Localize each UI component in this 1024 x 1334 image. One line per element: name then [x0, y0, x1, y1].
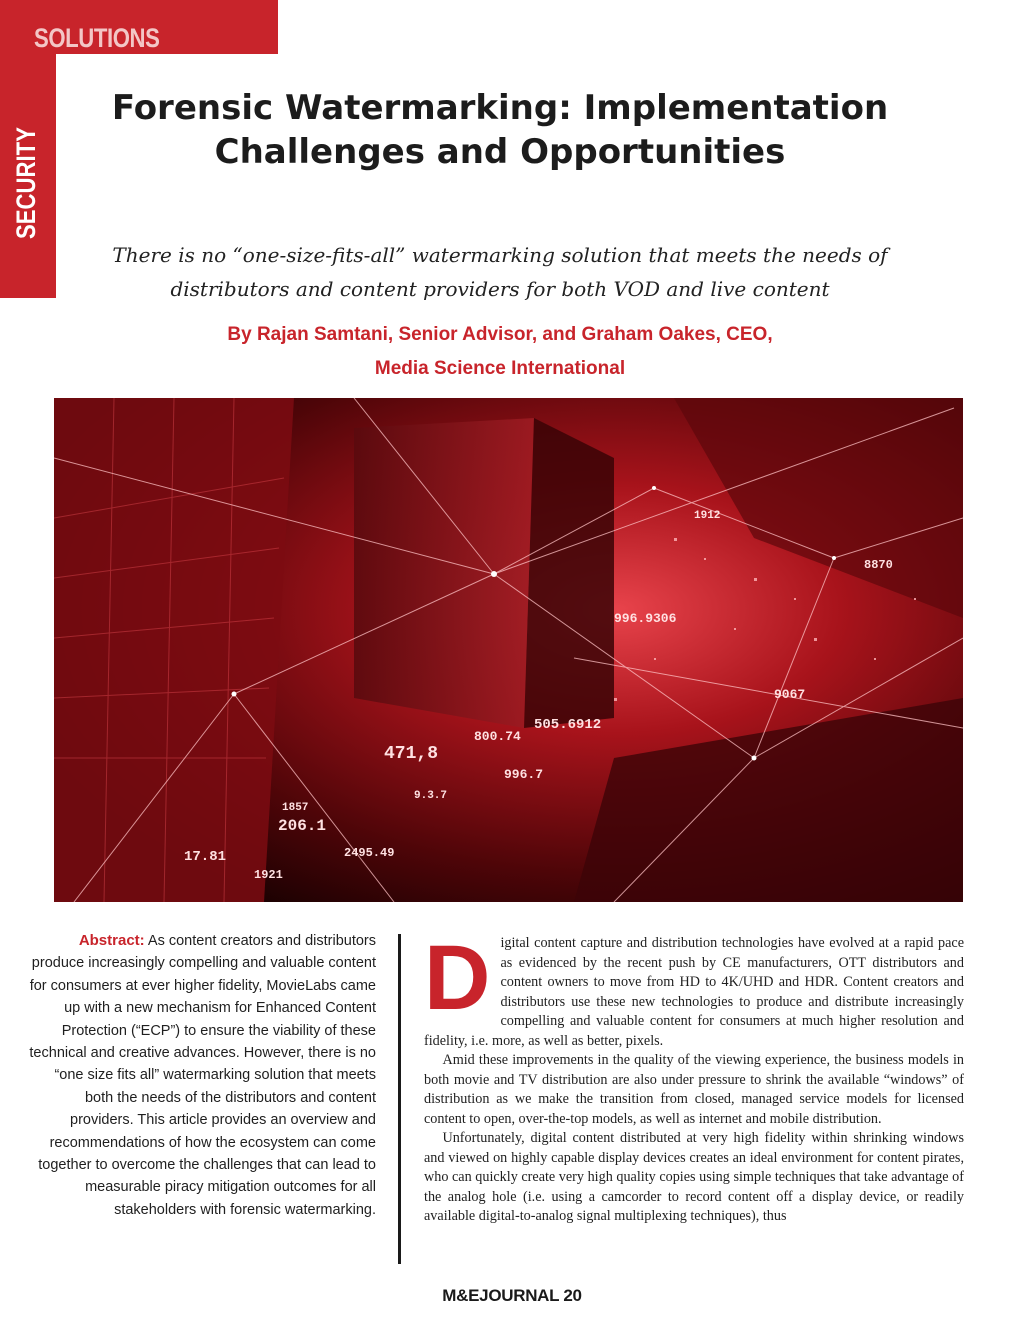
hero-number: 996.9306 [614, 611, 677, 626]
hero-number: 9.3.7 [414, 790, 448, 802]
page-footer [0, 1284, 1024, 1308]
hero-number: 1912 [694, 510, 721, 522]
hero-number: 800.74 [474, 729, 521, 744]
footer-publication: M&EJOURNAL [442, 1286, 559, 1305]
body-paragraph-3: Unfortunately, digital content distributed at very high fidelity within shrinking windows and viewed on highly capable display devices creates an ideal environment for content pirates, who can quickly create very high quality copies using simple techniques that take advantage of the analog hole (i.e. using a camcorder to record content off a display device, or readily available digital-to-analog signal multiplexing techniques), thus [424, 1130, 964, 1224]
section-label-solutions: SOLUTIONS [34, 23, 160, 53]
byline-authors: By Rajan Samtani, Senior Advisor, and Graham Oakes, CEO, [227, 324, 773, 345]
abstract-label: Abstract: [78, 932, 145, 949]
hero-illustration [54, 398, 963, 902]
section-label-security: SECURITY [11, 127, 41, 239]
column-divider [398, 934, 401, 1264]
hero-number: 206.1 [278, 817, 327, 835]
hero-number: 9067 [774, 687, 806, 702]
article-subtitle: There is no “one-size-fits-all” watermarking solution that meets the needs of distributors and content providers for both VOD and live content [112, 243, 888, 301]
hero-number: 471,8 [384, 744, 439, 764]
byline-affiliation: Media Science International [374, 358, 626, 379]
hero-number: 996.7 [504, 767, 544, 782]
article-body [424, 927, 964, 1227]
hero-number: 505.6912 [534, 717, 602, 733]
hero-number: 17.81 [184, 849, 227, 865]
dropcap: D [424, 927, 491, 1029]
hero-number: 1921 [254, 868, 283, 882]
abstract [28, 930, 376, 1221]
hero-number: 8870 [864, 558, 893, 572]
body-paragraph-1-text: igital content capture and distribution technologies have evolved at a rapid pace as evidenced by the recent push by CE manufacturers, OTT distributors and content owners to move from HD to 4K/UHD and HDR. Content creators and distributors use these new technologies to produce and distribute increasingly compelling and valuable content for consumers at much higher resolution and fidelity, i.e. more, as well as better, pixels. [424, 935, 964, 1049]
article-title: Forensic Watermarking: Implementation Challenges and Opportunities [111, 88, 889, 172]
hero-number: 2495.49 [344, 846, 395, 860]
abstract-text: As content creators and distributors produce increasingly compelling and valuable content for consumers at ever higher fidelity, MovieLabs came up with a new mechanism for Enhanced Content Protection (“ECP”) to ensure the viability of these technical and creative advances. However, there is no “one size fits all” watermarking solution that meets both the needs of the distributors and content providers. This article provides an overview and recommendations of how the ecosystem can come together to overcome the challenges that can lead to measurable piracy mitigation outcomes for all stakeholders with forensic watermarking. [29, 933, 376, 1218]
body-paragraph-2: Amid these improvements in the quality of the viewing experience, the business models in both movie and TV distribution are also under pressure to shrink the available “windows” of distribution as we make the transition from closed, managed service models for licensed content to open, over-the-top models, as well as internet and mobile distribution. [424, 1052, 964, 1127]
article-byline [100, 318, 900, 386]
hero-image [54, 398, 963, 902]
hero-number: 1857 [282, 802, 309, 814]
footer-page-number: 20 [563, 1286, 582, 1305]
body-paragraph-1 [424, 927, 964, 1051]
